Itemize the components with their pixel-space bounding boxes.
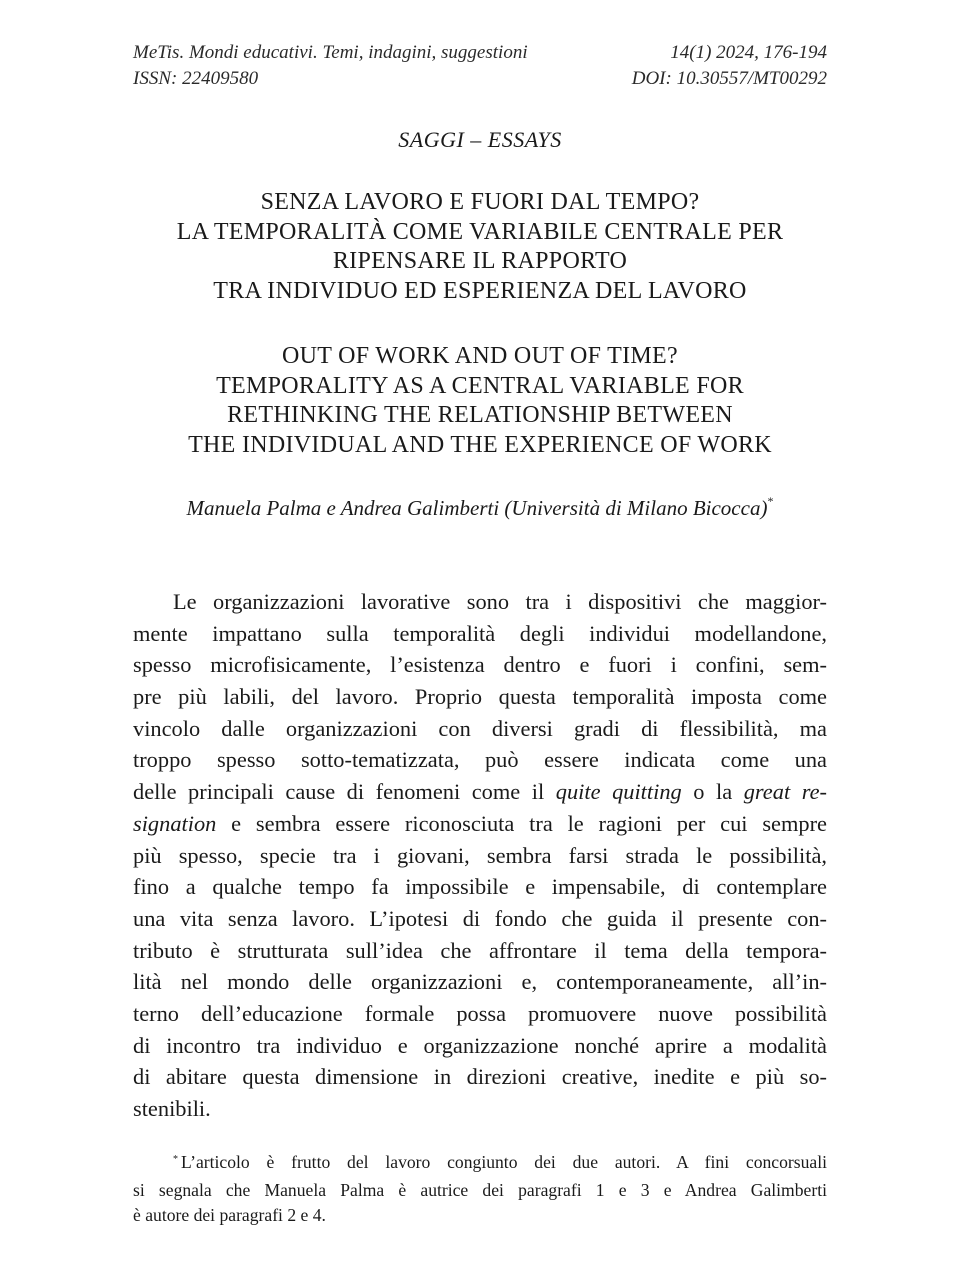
section-label: SAGGI – ESSAYS (398, 127, 562, 152)
journal-name: MeTis. Mondi educativi. Temi, indagini, suggestioni (133, 42, 528, 63)
abstract-line: vincolo dalle organizzazioni con diversi gradi di flessibilità, ma (133, 715, 827, 741)
title-italian (100, 188, 860, 306)
term-great-resignation-cont: signation (133, 810, 217, 836)
abstract (133, 586, 827, 1125)
title-it-line: LA TEMPORALITÀ COME VARIABILE CENTRALE PER (176, 218, 784, 245)
header-row-1 (133, 40, 827, 66)
abstract-line: mente impattano sulla temporalità degli individui modellandone, (133, 620, 827, 646)
abstract-line: una vita senza lavoro. L’ipotesi di fondo che guida il presente con- (133, 905, 827, 931)
footnote (133, 1150, 827, 1228)
footnote-line: è autore dei paragrafi 2 e 4. (133, 1205, 326, 1225)
abstract-line: spesso microfisicamente, l’esistenza dentro e fuori i confini, sem- (133, 652, 827, 678)
footnote-mark: * (767, 494, 774, 508)
doi: DOI: 10.30557/MT00292 (631, 68, 827, 89)
abstract-line: terno dell’educazione formale possa promuovere nuove possibilità (133, 1000, 827, 1026)
title-en-line: THE INDIVIDUAL AND THE EXPERIENCE OF WORK (188, 431, 772, 458)
abstract-line: stenibili. (133, 1096, 211, 1121)
footnote-line: si segnala che Manuela Palma è autrice dei paragrafi 1 e 3 e Andrea Galimberti (133, 1180, 827, 1200)
author-names: Manuela Palma e Andrea Galimberti (Università di Milano Bicocca) (186, 496, 768, 520)
text-run: o la (681, 779, 744, 805)
term-great-resignation: great re- (743, 779, 827, 805)
abstract-line: lità nel mondo delle organizzazioni e, contemporaneamente, all’in- (133, 969, 827, 995)
abstract-line: tributo è strutturata sull’idea che affrontare il tema della tempora- (133, 937, 827, 963)
text-run: delle principali cause di fenomeni come il (133, 779, 556, 805)
abstract-line (133, 776, 827, 808)
abstract-line: fino a qualche tempo fa impossibile e impensabile, di contemplare (133, 874, 827, 900)
abstract-line: troppo spesso sotto-tematizzata, può essere indicata come una (133, 747, 827, 773)
header-row-2 (133, 66, 827, 92)
abstract-line: pre più labili, del lavoro. Proprio questa temporalità imposta come (133, 684, 827, 710)
journal-header (133, 40, 827, 92)
authors (0, 496, 960, 521)
abstract-line: più spesso, specie tra i giovani, sembra farsi strada le possibilità, (133, 842, 827, 868)
title-english (100, 342, 860, 460)
title-en-line: TEMPORALITY AS A CENTRAL VARIABLE FOR (216, 372, 744, 399)
title-it-line: RIPENSARE IL RAPPORTO (332, 248, 628, 274)
abstract-line: di incontro tra individuo e organizzazione nonché aprire a modalità (133, 1032, 827, 1058)
abstract-line: di abitare questa dimensione in direzioni creative, inedite e più so- (133, 1064, 827, 1090)
term-quite-quitting: quite quitting (555, 779, 682, 805)
footnote-line (133, 1150, 827, 1178)
footnote-text: L’articolo è frutto del lavoro congiunto dei due autori. A fini concorsuali (181, 1152, 827, 1172)
title-it-line: TRA INDIVIDUO ED ESPERIENZA DEL LAVORO (213, 277, 747, 304)
title-en-line: RETHINKING THE RELATIONSHIP BETWEEN (227, 402, 733, 428)
title-en-line: OUT OF WORK AND OUT OF TIME? (282, 343, 678, 369)
text-run: e sembra essere riconosciuta tra le ragioni per cui sempre (216, 810, 827, 836)
issn: ISSN: 22409580 (133, 68, 259, 89)
title-it-line: SENZA LAVORO E FUORI DAL TEMPO? (260, 189, 700, 215)
abstract-line: Le organizzazioni lavorative sono tra i dispositivi che maggior- (173, 589, 827, 614)
footnote-marker: * (173, 1154, 178, 1165)
abstract-line (133, 808, 827, 840)
issue-info: 14(1) 2024, 176-194 (670, 42, 827, 63)
